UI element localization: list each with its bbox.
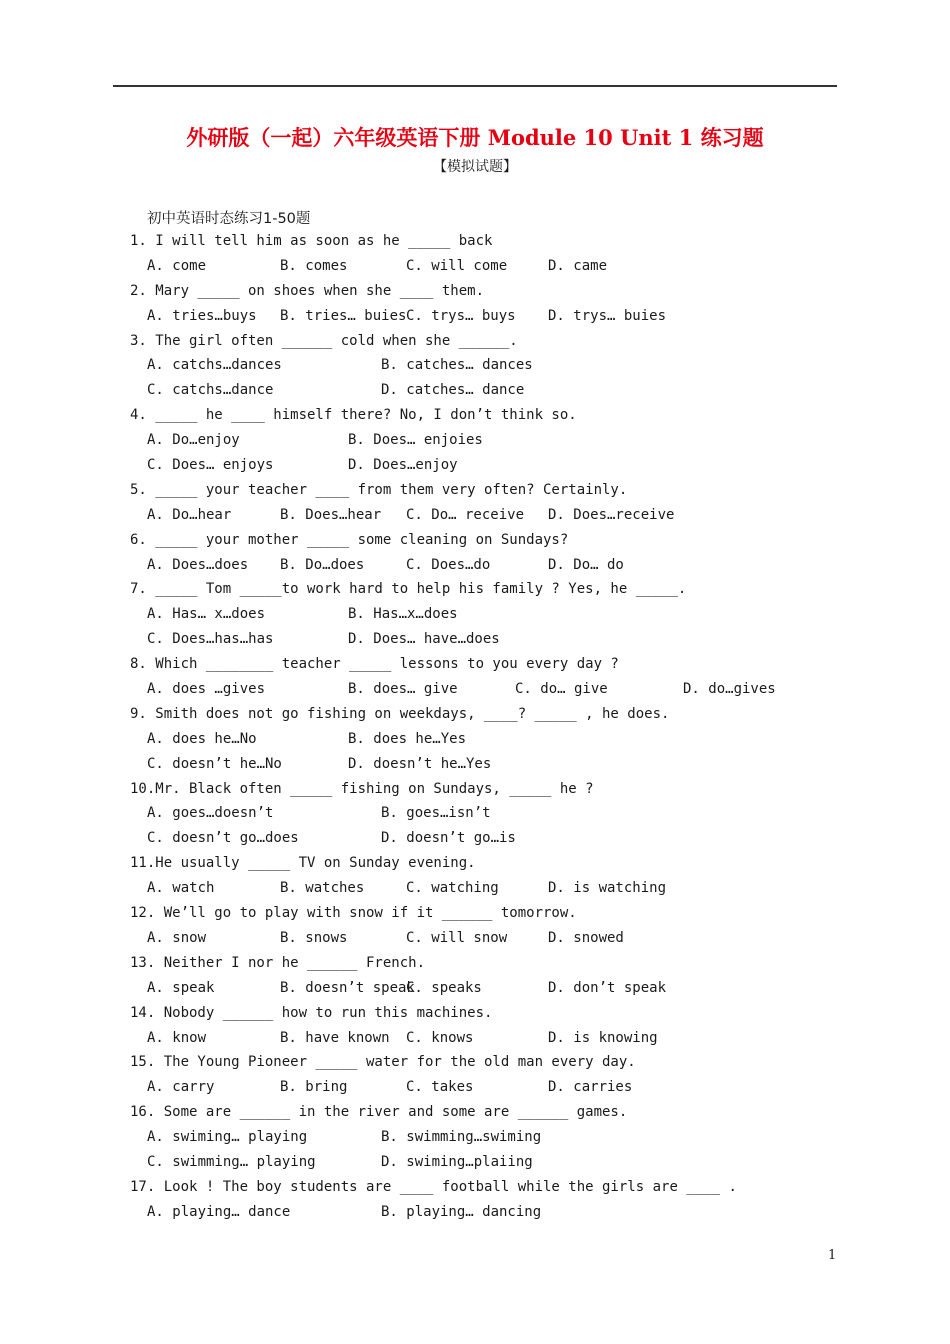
question-stem: 12. We’ll go to play with snow if it ______ tomorrow. — [130, 905, 577, 922]
answer-option: A. Has… x…does — [147, 606, 266, 623]
answer-option: C. Do… receive — [406, 506, 525, 523]
answer-option: D. trys… buies — [548, 307, 667, 324]
answer-options-row — [130, 876, 830, 901]
answer-option: B. playing… dancing — [381, 1203, 542, 1220]
answer-options-row — [130, 1125, 830, 1150]
answer-option: C. Does…do — [406, 556, 491, 573]
question-stem: 7. _____ Tom _____to work hard to help his family ? Yes, he _____. — [130, 581, 687, 598]
question-stem: 8. Which ________ teacher _____ lessons to you every day ? — [130, 656, 619, 673]
question-stem: 5. _____ your teacher ____ from them very often? Certainly. — [130, 481, 628, 498]
answer-options-row — [130, 503, 830, 528]
answer-options-row — [130, 428, 830, 453]
answer-option: C. doesn’t he…No — [147, 755, 282, 772]
question-stem: 10.Mr. Black often _____ fishing on Sundays, _____ he ? — [130, 780, 594, 797]
answer-option: A. snow — [147, 929, 207, 946]
answer-option: A. goes…doesn’t — [147, 805, 274, 822]
answer-option: C. trys… buys — [406, 307, 516, 324]
answer-option: B. tries… buies — [280, 307, 407, 324]
answer-option: B. snows — [280, 929, 348, 946]
question-text — [130, 702, 830, 727]
answer-option: B. does he…Yes — [348, 730, 467, 747]
question-text — [130, 1050, 830, 1075]
answer-option: D. carries — [548, 1079, 633, 1096]
answer-option: A. speak — [147, 979, 215, 996]
question-text — [130, 329, 830, 354]
answer-options-row — [130, 254, 830, 279]
answer-options-row — [130, 1026, 830, 1051]
answer-option: D. don’t speak — [548, 979, 667, 996]
answer-option: A. come — [147, 257, 207, 274]
question-stem: 3. The girl often ______ cold when she ______. — [130, 332, 518, 349]
answer-option: A. watch — [147, 880, 215, 897]
answer-options-row — [130, 553, 830, 578]
answer-option: C. takes — [406, 1079, 474, 1096]
answer-option: A. Does…does — [147, 556, 249, 573]
question-text — [130, 1001, 830, 1026]
question-stem: 11.He usually _____ TV on Sunday evening. — [130, 855, 476, 872]
answer-options-row — [130, 1150, 830, 1175]
answer-option: D. Does…enjoy — [348, 457, 458, 474]
answer-option: D. doesn’t he…Yes — [348, 755, 492, 772]
question-text — [130, 279, 830, 304]
question-text — [130, 1175, 830, 1200]
answer-option: A. does …gives — [147, 681, 266, 698]
answer-options-row — [130, 627, 830, 652]
answer-option: D. is knowing — [548, 1029, 658, 1046]
answer-option: C. knows — [406, 1029, 474, 1046]
answer-option: D. do…gives — [683, 681, 776, 698]
question-stem: 9. Smith does not go fishing on weekdays, ____? _____ , he does. — [130, 705, 670, 722]
question-stem: 1. I will tell him as soon as he _____ back — [130, 233, 493, 249]
answer-options-row — [130, 1075, 830, 1100]
answer-option: B. swimming…swiming — [381, 1129, 542, 1146]
question-stem: 14. Nobody ______ how to run this machines. — [130, 1004, 493, 1021]
answer-options-row — [130, 976, 830, 1001]
answer-options-row — [130, 826, 830, 851]
answer-option: B. have known — [280, 1029, 390, 1046]
answer-options-row — [130, 1200, 830, 1225]
question-stem: 17. Look ! The boy students are ____ football while the girls are ____ . — [130, 1178, 737, 1195]
answer-options-row — [130, 304, 830, 329]
question-text — [130, 851, 830, 876]
answer-option: A. swiming… playing — [147, 1129, 308, 1146]
answer-option: C. watching — [406, 880, 499, 897]
question-text — [130, 652, 830, 677]
answer-option: B. goes…isn’t — [381, 805, 491, 822]
question-text — [130, 1100, 830, 1125]
question-text — [130, 478, 830, 503]
answer-option: A. catchs…dances — [147, 357, 282, 374]
question-text — [130, 577, 830, 602]
answer-option: A. know — [147, 1029, 207, 1046]
answer-option: D. came — [548, 257, 608, 274]
answer-options-row — [130, 801, 830, 826]
answer-option: C. swimming… playing — [147, 1153, 316, 1170]
answer-option: C. Does…has…has — [147, 631, 274, 648]
answer-option: A. playing… dance — [147, 1203, 291, 1220]
question-text — [130, 777, 830, 802]
answer-option: D. swiming…plaiing — [381, 1153, 533, 1170]
answer-option: B. Has…x…does — [348, 606, 458, 623]
page-number: 1 — [828, 1248, 837, 1263]
question-text — [130, 528, 830, 553]
answer-option: B. Do…does — [280, 556, 365, 573]
answer-option: C. speaks — [406, 979, 482, 996]
question-stem: 2. Mary _____ on shoes when she ____ them. — [130, 282, 485, 299]
answer-options-row — [130, 727, 830, 752]
answer-option: B. Does… enjoies — [348, 432, 483, 449]
question-stem: 16. Some are ______ in the river and some are ______ games. — [130, 1104, 628, 1121]
header-rule — [113, 85, 837, 87]
answer-option: B. comes — [280, 257, 348, 274]
answer-option: A. does he…No — [147, 730, 257, 747]
answer-option: B. watches — [280, 880, 365, 897]
answer-option: D. Does… have…does — [348, 631, 500, 648]
answer-option: C. Does… enjoys — [147, 457, 274, 474]
question-stem: 6. _____ your mother _____ some cleaning on Sundays? — [130, 531, 569, 548]
answer-options-row — [130, 378, 830, 403]
question-list — [130, 229, 830, 1225]
answer-options-row — [130, 453, 830, 478]
answer-options-row — [130, 602, 830, 627]
answer-option: A. Do…hear — [147, 506, 232, 523]
answer-option: B. does… give — [348, 681, 458, 698]
answer-option: B. catches… dances — [381, 357, 533, 374]
answer-option: D. catches… dance — [381, 382, 525, 399]
answer-option: A. carry — [147, 1079, 215, 1096]
question-text — [130, 951, 830, 976]
question-stem: 13. Neither I nor he ______ French. — [130, 954, 426, 971]
question-text — [130, 403, 830, 428]
question-text — [130, 229, 830, 254]
answer-option: C. do… give — [515, 681, 608, 698]
answer-option: A. Do…enjoy — [147, 432, 240, 449]
section-intro: 初中英语时态练习1-50题 — [147, 211, 311, 227]
answer-option: D. is watching — [548, 880, 667, 897]
answer-options-row — [130, 752, 830, 777]
answer-option: D. snowed — [548, 929, 624, 946]
answer-option: C. will snow — [406, 929, 508, 946]
answer-options-row — [130, 926, 830, 951]
answer-option: B. Does…hear — [280, 506, 382, 523]
answer-options-row — [130, 353, 830, 378]
answer-option: B. doesn’t speak — [280, 979, 415, 996]
page-subtitle: 【模拟试题】 — [433, 159, 517, 175]
answer-option: C. doesn’t go…does — [147, 830, 299, 847]
answer-option: D. Do… do — [548, 556, 624, 573]
answer-options-row — [130, 677, 830, 702]
answer-option: D. doesn’t go…is — [381, 830, 516, 847]
answer-option: C. will come — [406, 257, 508, 274]
answer-option: C. catchs…dance — [147, 382, 274, 399]
answer-option: A. tries…buys — [147, 307, 257, 324]
question-stem: 4. _____ he ____ himself there? No, I don’t think so. — [130, 407, 577, 424]
question-text — [130, 901, 830, 926]
page-title: 外研版（一起）六年级英语下册 Module 10 Unit 1 练习题 — [186, 125, 764, 150]
answer-option: D. Does…receive — [548, 506, 675, 523]
question-stem: 15. The Young Pioneer _____ water for the old man every day. — [130, 1054, 636, 1071]
answer-option: B. bring — [280, 1079, 348, 1096]
